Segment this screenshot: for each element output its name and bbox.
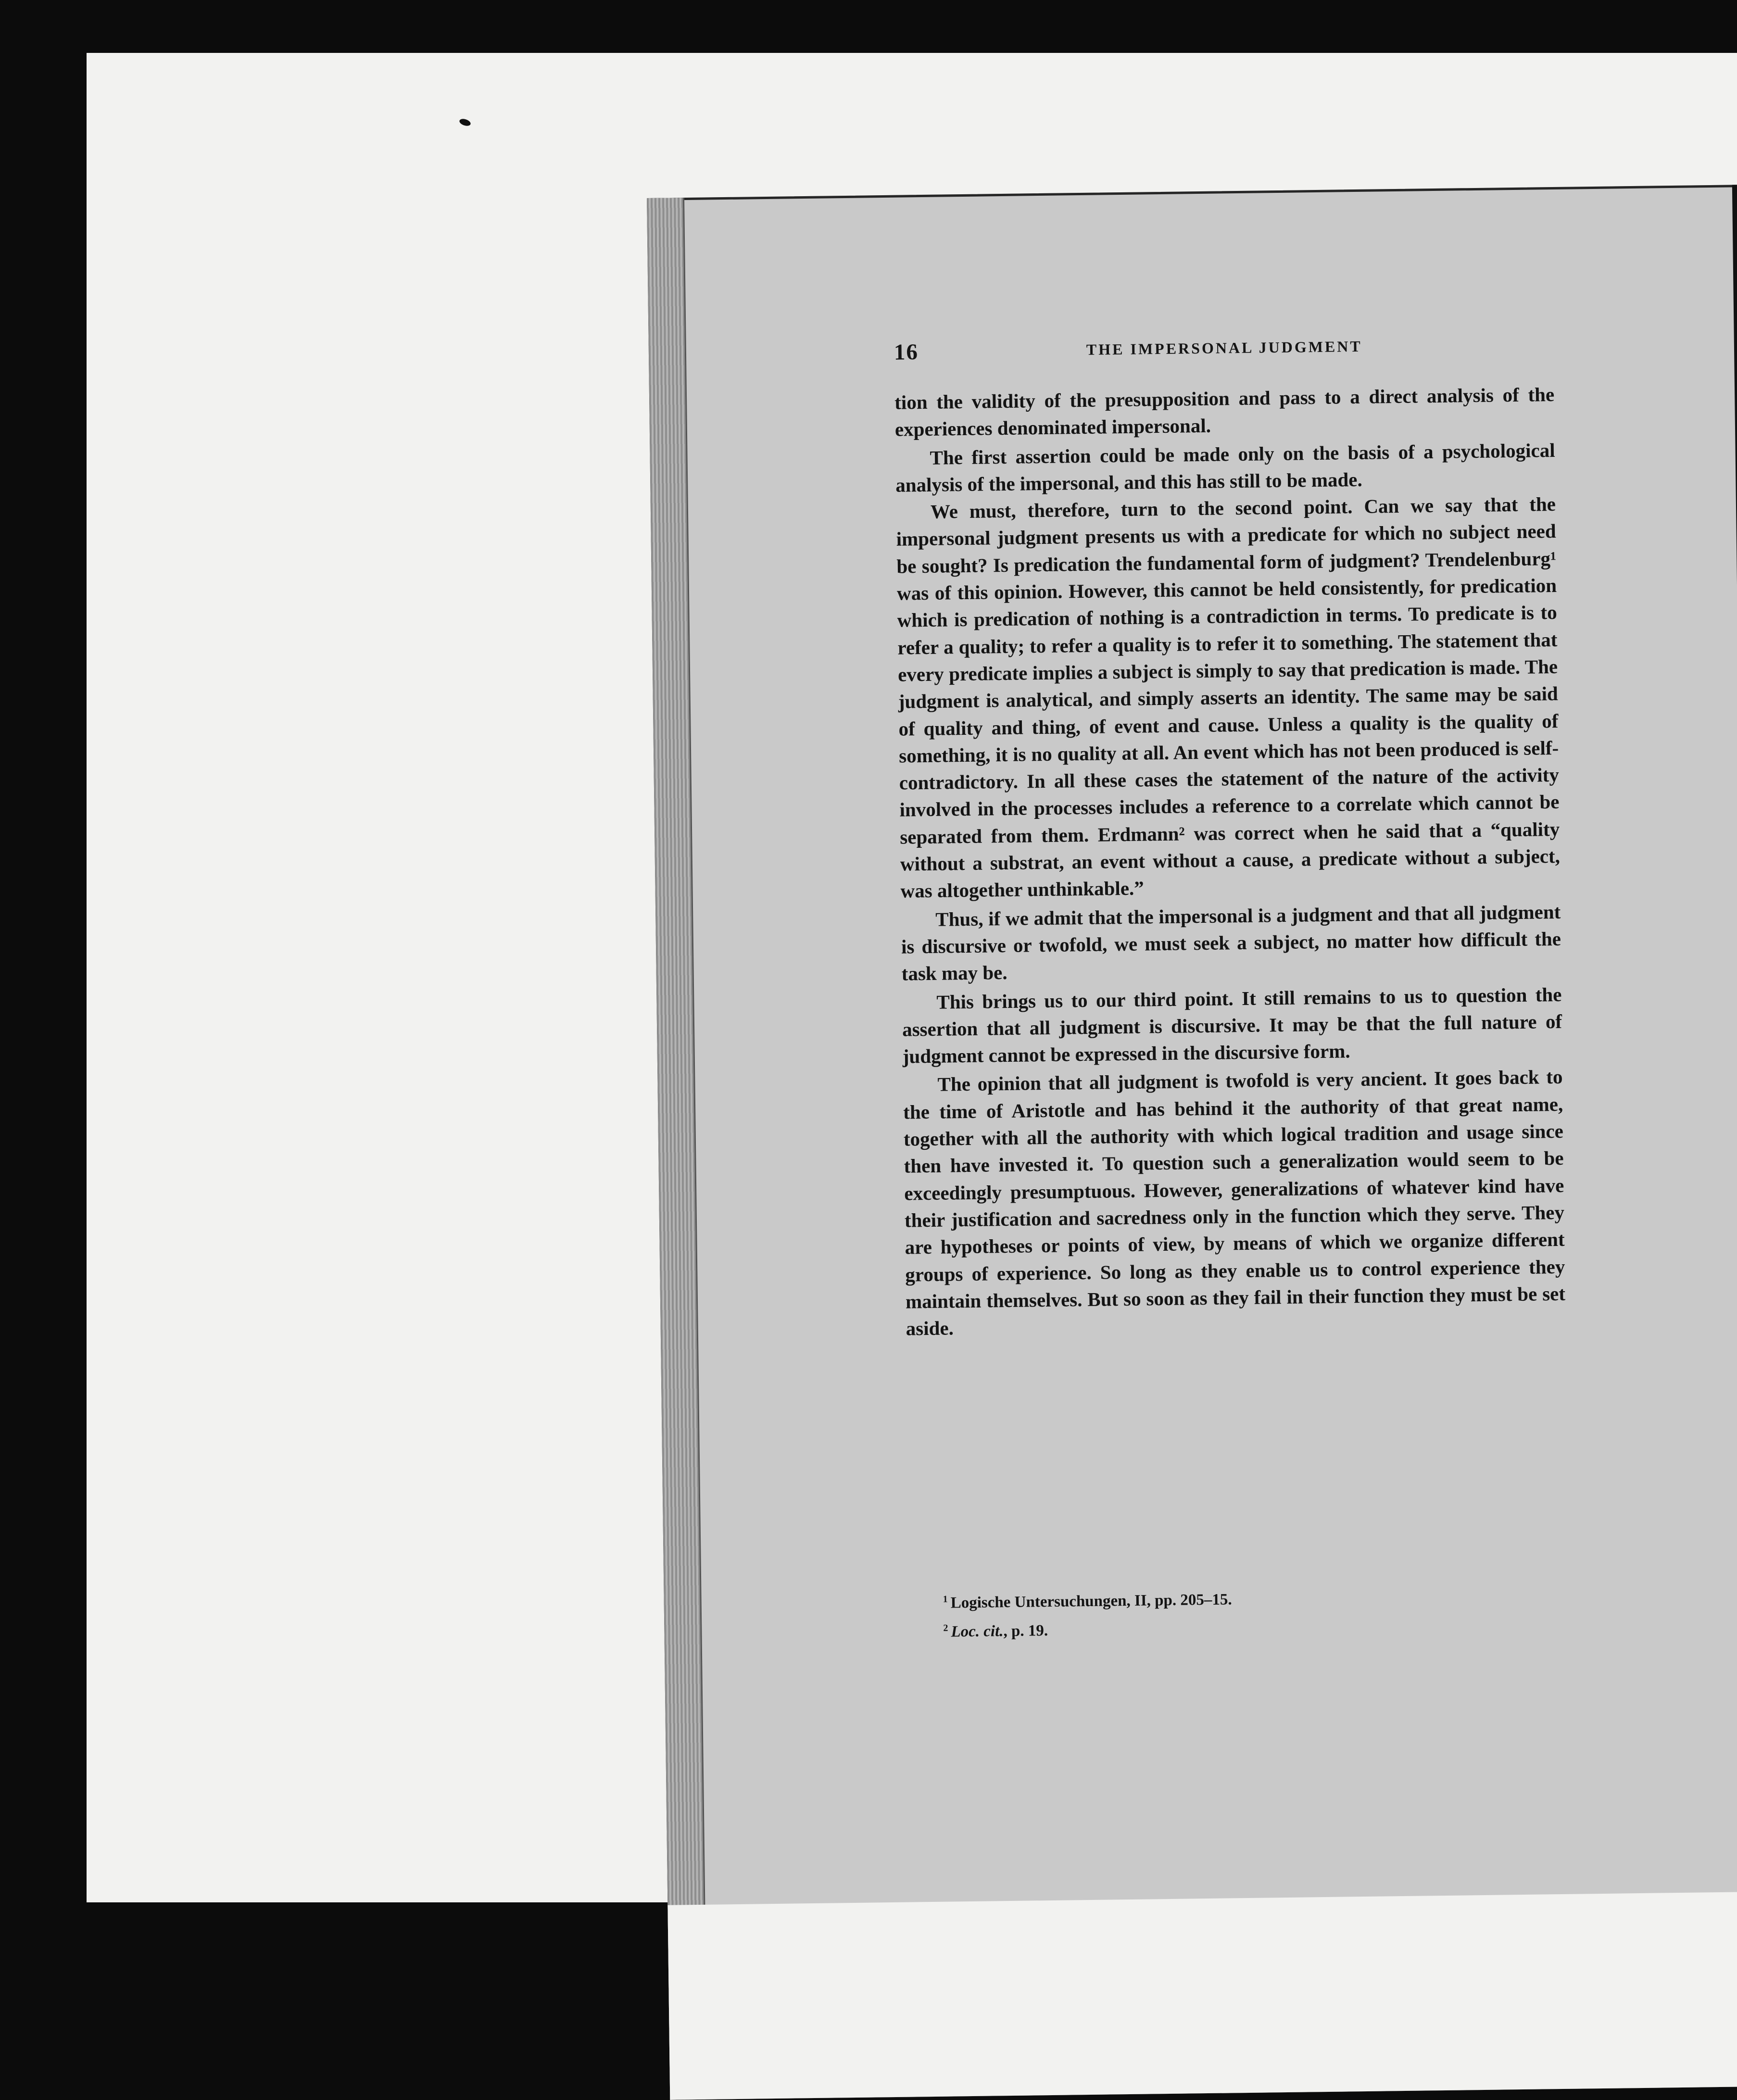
body-text bbox=[894, 381, 1566, 1342]
background-below-page bbox=[667, 1892, 1737, 2100]
paragraph-4: Thus, if we admit that the impersonal is a judgment and that all judgment is discursive or twofold, we must seek a subject, no matter how difficult the task may be. bbox=[901, 900, 1561, 985]
footnotes bbox=[943, 1580, 1520, 1645]
page-number: 16 bbox=[894, 340, 919, 365]
paragraph-6: The opinion that all judgment is twofold is very ancient. It goes back to the time of Aristotle and has behind it the authority of that great name, together with all the authority with which logical tradition and usage since then have invested it. To question such a generalization would seem to be exceedingly presumptuous. However, generalizations of whatever kind have their justification and sacredness only in the function which they serve. They are hypotheses or points of view, by means of which we organize different groups of experience. So long as they enable us to control experience they maintain themselves. But so soon as they fail in their function they must be set aside. bbox=[903, 1066, 1566, 1340]
footnote-1-text: Logische Untersuchungen, II, pp. 205–15. bbox=[950, 1591, 1232, 1612]
paragraph-5: This brings us to our third point. It still remains to us to question the assertion that all judgment is discursive. It may be that the full nature of judgment cannot be expressed in the discursive form. bbox=[902, 983, 1562, 1068]
paragraph-1: tion the validity of the presupposition and pass to a direct analysis of the experiences denominated impersonal. bbox=[894, 383, 1555, 441]
book-page bbox=[647, 185, 1737, 2100]
footnote-1-mark: 1 bbox=[943, 1594, 948, 1605]
running-head bbox=[894, 331, 1554, 378]
footnote-2-italic: Loc. cit. bbox=[951, 1622, 1004, 1641]
footnote-2-text: , p. 19. bbox=[1003, 1622, 1048, 1640]
paragraph-3: We must, therefore, turn to the second point. Can we say that the impersonal judgment presents us with a predicate for which no subject need be sought? Is predication the fundamental form of judgment? Trendelenburg¹ was of this opinion. However, this cannot be held consistently, for predication which is predication of nothing is a contradiction in terms. To predicate is to refer a quality; to refer a quality is to refer it to something. The statement that every predicate implies a subject is simply to say that predication is made. The judgment is analytical, and simply asserts an identity. The same may be said of quality and thing, of event and cause. Unless a quality is the quality of something, it is no quality at all. An event which has not been produced is self-contradictory. In all these cases the statement of the nature of the activity involved in the processes includes a reference to a correlate which cannot be separated from them. Erdmann² was correct when he said that a “quality without a substrat, an event without a cause, a predicate without a subject, was altogether unthinkable.” bbox=[896, 493, 1561, 903]
footnote-2-mark: 2 bbox=[943, 1622, 948, 1634]
paragraph-2: The first assertion could be made only on the basis of a psychological analysis of the impersonal, and this has still to be made. bbox=[895, 439, 1555, 496]
running-head-title: THE IMPERSONAL JUDGMENT bbox=[1086, 337, 1362, 358]
